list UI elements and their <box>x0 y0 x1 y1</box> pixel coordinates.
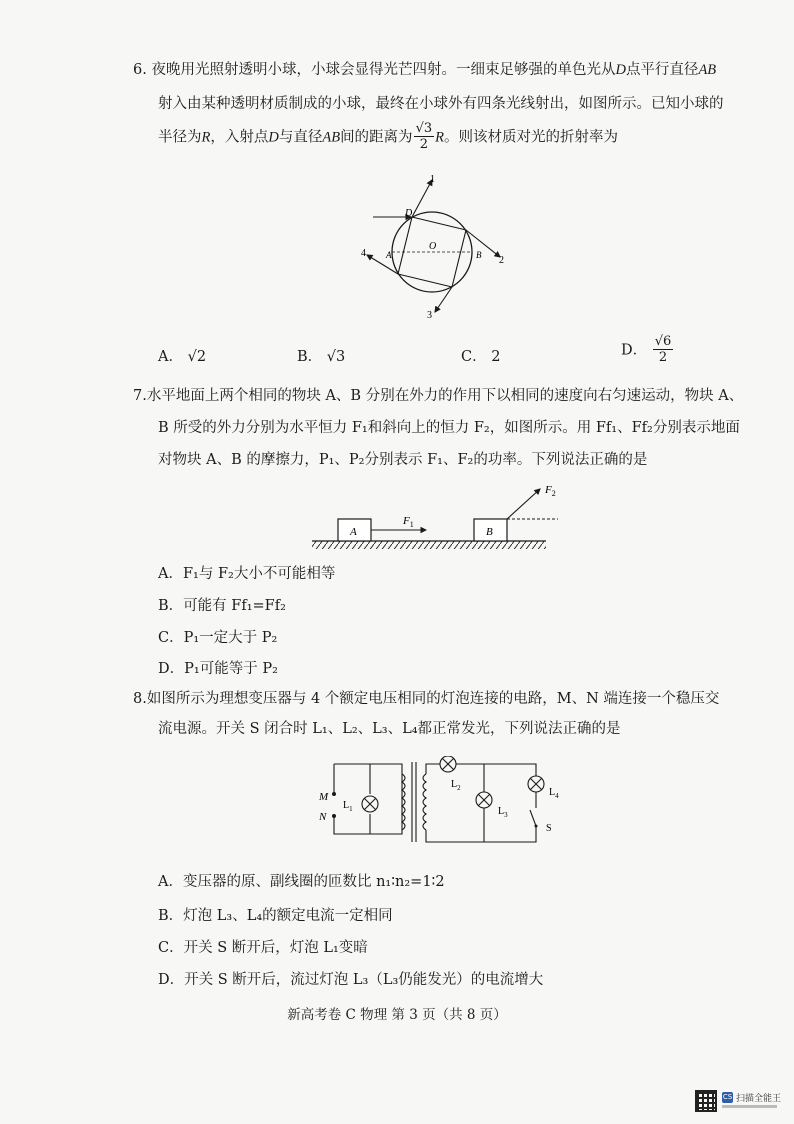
svg-text:F2: $F_2$ <box>545 484 556 498</box>
q6-line3: 半径为R，入射点D与直径AB间的距离为 $\frac{√3}{2}$ R。则该材质对光的折射率为 <box>158 121 618 153</box>
q6-option-d[interactable]: D． $\frac{√6}{2}$ <box>621 334 672 366</box>
q7-option-c[interactable]: C．P₁一定大于 P₂ <box>158 630 278 646</box>
q8-line1: 8.如图所示为理想变压器与 4 个额定电压相同的灯泡连接的电路，M、N 端连接一个稳压交 <box>133 691 720 707</box>
svg-text:L4: $L_4$ <box>549 787 559 800</box>
label-a: A <box>386 250 392 260</box>
terminal-m <box>332 792 336 796</box>
svg-text:F1: $F_1$ <box>403 515 414 529</box>
q8-option-a[interactable]: A．变压器的原、副线圈的匝数比 n₁∶n₂=1∶2 <box>158 874 445 890</box>
q7-option-a[interactable]: A．F₁与 F₂大小不可能相等 <box>158 566 336 582</box>
label-b: B <box>476 250 482 260</box>
label-ray-3: 3 <box>427 310 432 321</box>
q7-option-d[interactable]: D．P₁可能等于 P₂ <box>158 661 278 677</box>
q8-line2: 流电源。开关 S 闭合时 L₁、L₂、L₃、L₄都正常发光，下列说法正确的是 <box>158 721 621 737</box>
label-ray-4: 4 <box>361 248 366 259</box>
q7-line2: B 所受的外力分别为水平恒力 F₁和斜向上的恒力 F₂，如图所示。用 Ff₁、Ff₂分别表示地面 <box>158 420 740 436</box>
q6-line2: 射入由某种透明材质制成的小球，最终在小球外有四条光线射出，如图所示。已知小球的 <box>158 96 724 112</box>
label-o: O <box>429 241 437 252</box>
q8-option-c[interactable]: C．开关 S 断开后，灯泡 L₁变暗 <box>158 940 368 956</box>
svg-text:S: S <box>546 823 552 834</box>
q7-number: 7. <box>133 388 147 404</box>
sphere-refraction-diagram <box>355 172 515 322</box>
q6-option-a[interactable]: A． √2 <box>158 349 207 365</box>
q8-option-b[interactable]: B．灯泡 L₃、L₄的额定电流一定相同 <box>158 908 393 924</box>
primary-wire <box>334 764 402 834</box>
force-f2-arrow <box>507 489 540 519</box>
secondary-wire <box>426 764 440 774</box>
q8-option-d[interactable]: D．开关 S 断开后，流过灯泡 L₃（L₃仍能发光）的电流增大 <box>158 972 544 988</box>
svg-text:M: M <box>319 791 329 803</box>
svg-text:A: A <box>350 526 357 538</box>
label-ray-2: 2 <box>499 255 504 266</box>
label-ray-1: 1 <box>430 174 435 185</box>
q7-option-b[interactable]: B．可能有 Ff₁=Ff₂ <box>158 598 286 614</box>
switch-s <box>530 810 536 826</box>
scanner-brand-text: 扫描全能王 <box>736 1094 782 1104</box>
ray-1 <box>412 180 432 217</box>
svg-text:L1: $L_1$ <box>343 800 353 813</box>
svg-text:L2: $L_2$ <box>451 779 461 792</box>
secondary-coil <box>423 774 426 830</box>
svg-text:L3: $L_3$ <box>498 806 508 819</box>
qr-code-icon <box>695 1090 717 1112</box>
q6-number: 6. <box>133 62 147 78</box>
q7-line1: 7.水平地面上两个相同的物块 A、B 分别在外力的作用下以相同的速度向右匀速运动，物块 A、 <box>133 388 744 404</box>
q8-number: 8. <box>133 691 147 707</box>
blocks-on-ground-diagram <box>308 480 558 552</box>
transformer-circuit-diagram <box>312 756 574 850</box>
svg-text:B: B <box>486 526 493 538</box>
terminal-n <box>332 814 336 818</box>
scanner-watermark <box>695 1090 790 1116</box>
camscanner-logo-icon: CS <box>722 1093 733 1101</box>
q6-line1: 6. 夜晚用光照射透明小球，小球会显得光芒四射。一细束足够强的单色光从D点平行直径AB <box>133 62 717 78</box>
q6-option-c[interactable]: C． 2 <box>461 349 501 365</box>
q6-option-b[interactable]: B． √3 <box>297 349 346 365</box>
ground-hatching <box>312 541 546 549</box>
page-footer: 新高考卷 C 物理 第 3 页（共 8 页） <box>287 1007 507 1023</box>
q7-line3: 对物块 A、B 的摩擦力，P₁、P₂分别表示 F₁、F₂的功率。下列说法正确的是 <box>158 452 648 468</box>
svg-text:N: N <box>319 811 327 823</box>
label-d: D <box>405 208 413 219</box>
sqrt3-over-2-fraction: $\frac{√3}{2}$ <box>415 121 433 153</box>
